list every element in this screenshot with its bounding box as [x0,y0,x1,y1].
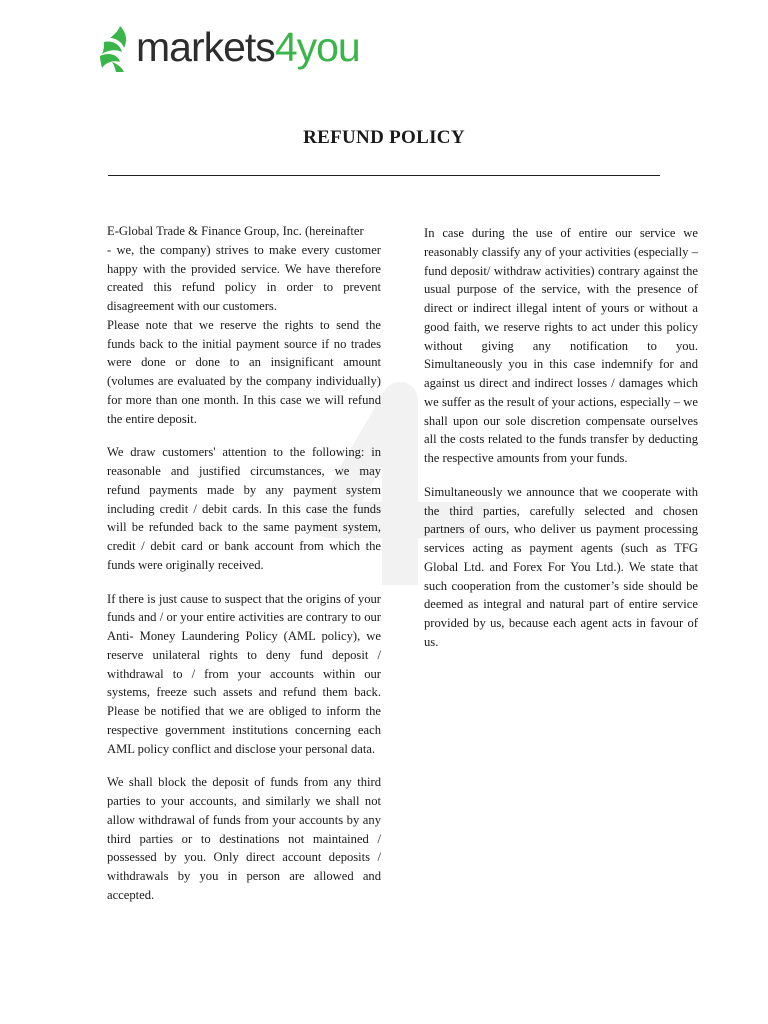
right-paragraph-2: Simultaneously we announce that we cooperate with the third parties, carefully selected and chosen partners of ours, who deliver us payment processing services acting as payment agents (such as TFG Global Ltd. and Forex For You Ltd.). We state that such cooperation from the customer’s side should be deemed as integral and natural part of entire service provided by us, because each agent acts in favour of us. [424,484,698,649]
left-paragraph-3: Please note that we reserve the rights to send the funds back to the initial payment source if no trades were done or done to an insignificant amount (volumes are evaluated by the company individually) for more than one month. In this case we will refund the entire deposit. [107,317,381,426]
left-paragraph-4: We draw customers' attention to the following: in reasonable and justified circumstances, we may refund payments made by any payment system including credit / debit cards. In this case the funds will be refunded back to the same payment system, credit / debit card or bank account from which the funds were originally received. [107,445,381,572]
left-column [107,222,381,920]
left-paragraph-1: E-Global Trade & Finance Group, Inc. (hereinafter [107,224,364,238]
right-column [424,224,698,667]
left-paragraph-6: We shall block the deposit of funds from any third parties to your accounts, and similarly we shall not allow withdrawal of funds from your accounts by any third parties or to destinations not maintained / possessed by you. Only direct account deposits / withdrawals by you in person are allowed and accepted. [107,775,381,902]
title-divider [108,175,660,176]
right-paragraph-1: In case during the use of entire our service we reasonably classify any of your activities (especially – fund deposit/ withdraw activities) contrary against the usual purpose of the service, with the presence of direct or indirect illegal intent of yours or without a good faith, we reserve rights to act under this policy without giving any notification to you. Simultaneously you in this case indemnify for and against us direct and indirect losses / damages which we suffer as the result of your actions, especially – we shall upon our sole discretion compensate ourselves all the costs related to the funds transfer by deducting the respective amounts from your funds. [424,226,698,465]
leaf-swirl-logo-icon [98,22,134,72]
left-paragraph-2: - we, the company) strives to make every customer happy with the provided service. We have therefore created this refund policy in order to prevent disagreement with our customers. [107,242,381,313]
left-paragraph-5: If there is just cause to suspect that the origins of your funds and / or your entire activities are contrary to our Anti- Money Laundering Policy (AML policy), we reserve unilateral rights to deny fund deposit / withdrawal to / from your accounts within our systems, freeze such assets and refund them back. Please be notified that we are obliged to inform the respective government institutions concerning each AML policy conflict and disclose your personal data. [107,591,381,756]
page-title: REFUND POLICY [303,127,465,148]
logo-text: markets4you [136,24,360,70]
markets4you-logo [98,22,360,72]
